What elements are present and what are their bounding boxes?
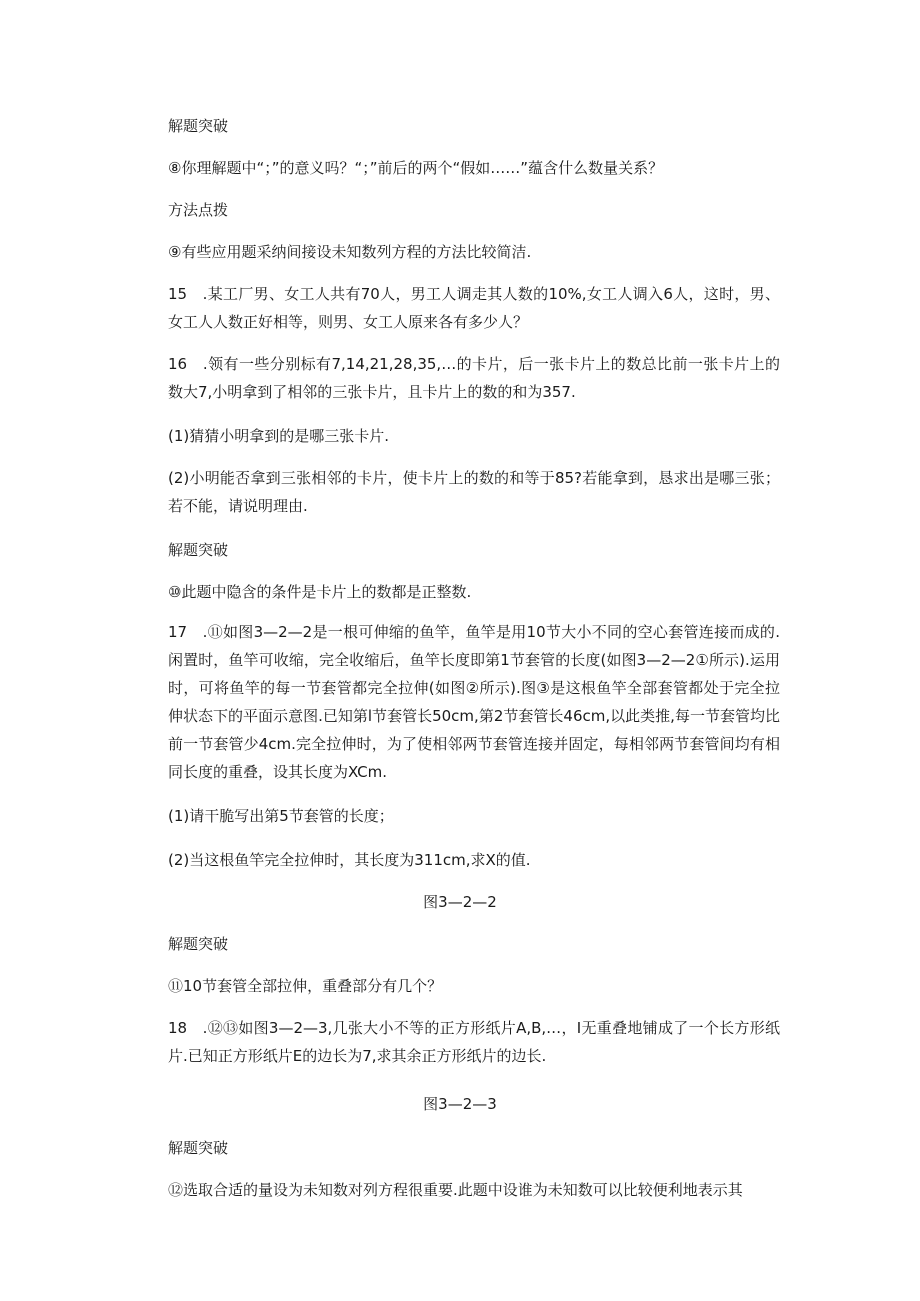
hint-paragraph-10: ⑩此题中隐含的条件是卡片上的数都是正整数. xyxy=(168,583,472,601)
question-17-part-1: (1)请干脆写出第5节套管的长度； xyxy=(168,807,394,825)
hint-paragraph-11: ⑪10节套管全部拉伸，重叠部分有几个？ xyxy=(168,977,443,995)
section-heading-breakthrough: 解题突破 xyxy=(168,1139,229,1157)
section-heading-method: 方法点拨 xyxy=(168,201,229,219)
question-16: 16 .领有一些分别标有7,14,21,28,35,…的卡片，后一张卡片上的数总比前一张卡片上的数大7,小明拿到了相邻的三张卡片，且卡片上的数的和为357. xyxy=(168,355,780,401)
question-18: 18 .⑫⑬如图3—2—3,几张大小不等的正方形纸片A,B,…，I无重叠地铺成了一个长方形纸片.已知正方形纸片E的边长为7,求其余正方形纸片的边长. xyxy=(168,1019,780,1065)
figure-caption-3-2-3: 图3—2—3 xyxy=(423,1095,497,1113)
question-17: 17 .⑪如图3—2—2是一根可伸缩的鱼竿，鱼竿是用10节大小不同的空心套管连接而成的.闲置时，鱼竿可收缩，完全收缩后，鱼竿长度即第1节套管的长度(如图3—2—2①所示).运用时，可将鱼竿的每一节套管都完全拉伸(如图②所示).图③是这根鱼竿全部套管都处于完全拉伸状态下的平面示意图.已知第l节套管长50cm,第2节套管长46cm,以此类推,每一节套管均比前一节套管少4cm.完全拉伸时，为了使相邻两节套管连接并固定，每相邻两节套管间均有相同长度的重叠，设其长度为XCm. xyxy=(168,623,780,781)
hint-paragraph-8: ⑧你理解题中“；”的意义吗？“；”前后的两个“假如……”蕴含什么数量关系？ xyxy=(168,159,664,177)
figure-caption-3-2-2: 图3—2—2 xyxy=(423,893,497,911)
hint-paragraph-9: ⑨有些应用题采纳间接设未知数列方程的方法比较简洁. xyxy=(168,243,532,261)
question-16-part-2: (2)小明能否拿到三张相邻的卡片，使卡片上的数的和等于85?若能拿到，恳求出是哪三张；若不能，请说明理由. xyxy=(168,469,780,515)
question-16-part-1: (1)猜猜小明拿到的是哪三张卡片. xyxy=(168,427,390,445)
hint-paragraph-12: ⑫选取合适的量设为未知数对列方程很重要.此题中设谁为未知数可以比较便利地表示其 xyxy=(168,1181,743,1199)
section-heading-breakthrough: 解题突破 xyxy=(168,935,229,953)
question-17-part-2: (2)当这根鱼竿完全拉伸时，其长度为311cm,求X的值. xyxy=(168,851,531,869)
question-15: 15 .某工厂男、女工人共有70人，男工人调走其人数的10%,女工人调入6人，这时，男、女工人人数正好相等，则男、女工人原来各有多少人？ xyxy=(168,285,780,331)
section-heading-breakthrough: 解题突破 xyxy=(168,541,229,559)
section-heading-breakthrough: 解题突破 xyxy=(168,117,229,135)
